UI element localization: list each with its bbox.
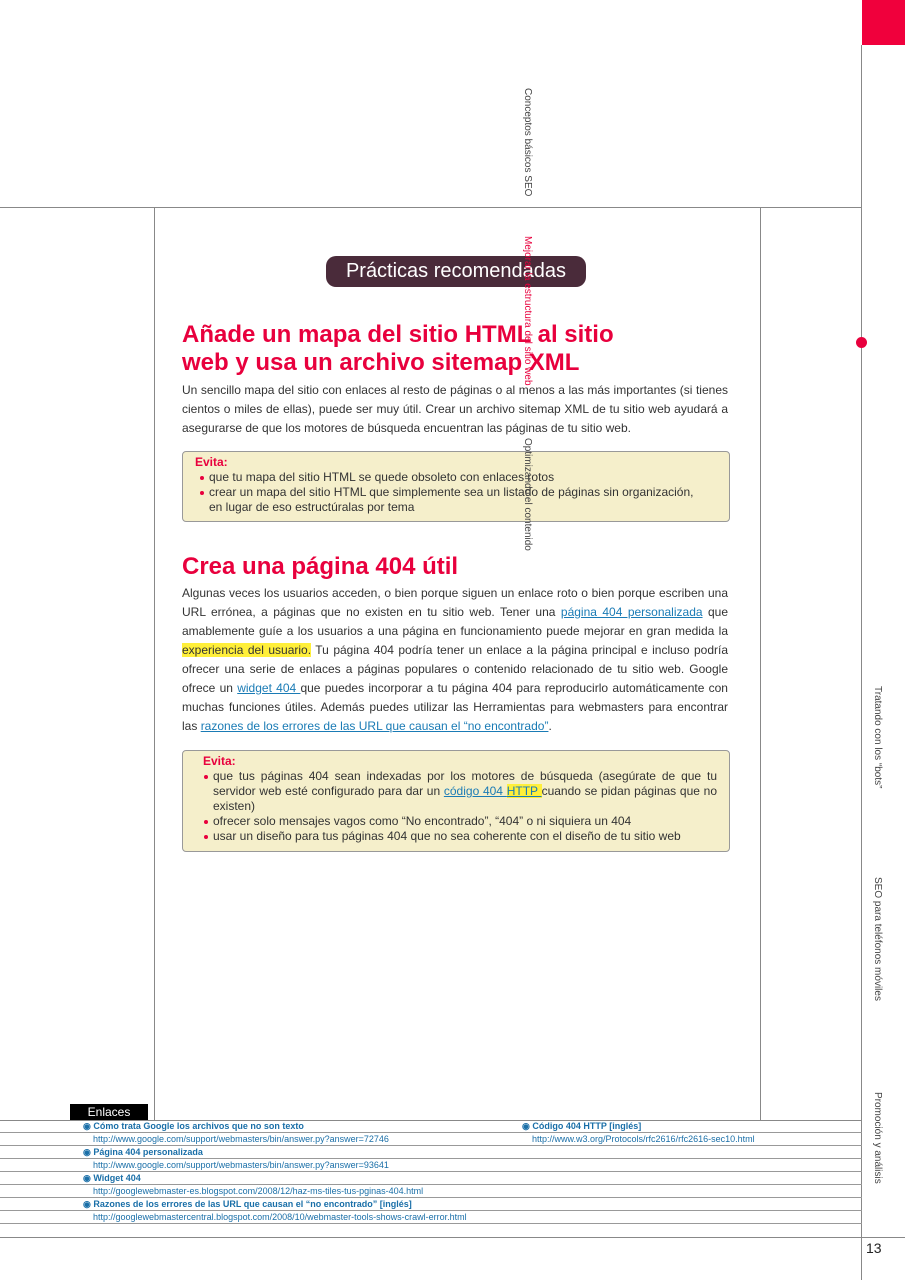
link-url[interactable]: http://www.google.com/support/webmasters/bin/answer.py?answer=72746 (93, 1134, 389, 1144)
avoid-title: Evita: (203, 754, 236, 768)
link-row (0, 1211, 862, 1224)
text: Tu página 404 podría tener un enlace a la página principal e incluso podría ofrecer una serie de enlaces a páginas populares o contenido relacionado de tu sitio web. Google ofrece un (182, 643, 728, 695)
link-title[interactable]: ◉ Widget 404 (83, 1173, 141, 1183)
link-title[interactable]: ◉ Código 404 HTTP [inglés] (522, 1121, 642, 1131)
section1-body: Un sencillo mapa del sitio con enlaces al resto de páginas o al menos a las más importantes (si tienes cientos o miles de ellas), puede ser muy útil. Crear un archivo sitemap XML de tu sitio web ayudará a asegurarse de que los motores de búsqueda encuentran las páginas de tu sitio web. (182, 383, 728, 435)
text: Código 404 HTTP [inglés] (532, 1121, 642, 1131)
link-row (0, 1185, 862, 1198)
link-title[interactable]: ◉ Razones de los errores de las URL que causan el “no encontrado” [inglés] (83, 1199, 412, 1209)
avoid-item: crear un mapa del sitio HTML que simplemente sea un listado de páginas sin organización, en lugar de eso estructúralas por tema (199, 485, 704, 515)
link-row (0, 1146, 862, 1159)
text: Razones de los errores de las URL que causan el “no encontrado” [inglés] (93, 1199, 412, 1209)
page-number: 13 (866, 1240, 882, 1256)
avoid-box-2 (182, 750, 730, 852)
side-tab-content[interactable]: Optimizando el contenido (522, 438, 533, 551)
section1-title (182, 321, 614, 377)
text: que tus páginas 404 sean indexadas por los motores de búsqueda (asegúrate de que tu servidor web esté configurado para dar un (213, 769, 717, 798)
corner-tab (862, 0, 905, 45)
avoid-item: ofrecer solo mensajes vagos como “No encontrado”, “404” o ni siquiera un 404 (203, 814, 717, 829)
custom-404-link[interactable]: página 404 personalizada (560, 605, 703, 619)
avoid-item: usar un diseño para tus páginas 404 que no sea coherente con el diseño de tu sitio web (203, 829, 717, 844)
text: . (548, 719, 552, 733)
avoid-item (203, 769, 717, 814)
banner: Prácticas recomendadas (326, 256, 586, 287)
link-url[interactable]: http://www.google.com/support/webmasters/bin/answer.py?answer=93641 (93, 1160, 389, 1170)
highlight: experiencia del usuario. (182, 643, 312, 657)
links-label: Enlaces (70, 1104, 148, 1121)
side-tab-bots[interactable]: Tratando con los “bots” (872, 686, 883, 789)
link-row (0, 1159, 862, 1172)
top-rule (0, 207, 862, 208)
section2-body (182, 584, 728, 736)
text: Página 404 personalizada (93, 1147, 203, 1157)
link-row (0, 1133, 862, 1146)
side-tab-promotion[interactable]: Promoción y análisis (872, 1092, 883, 1184)
section2-title: Crea una página 404 útil (182, 553, 459, 580)
link-url[interactable]: http://googlewebmaster-es.blogspot.com/2008/12/haz-ms-tiles-tus-pginas-404.html (93, 1186, 424, 1196)
text: Cómo trata Google los archivos que no son texto (93, 1121, 304, 1131)
section-marker-dot (856, 337, 867, 348)
url-errors-link[interactable]: razones de los errores de las URL que causan el “no encontrado” (200, 719, 549, 733)
right-margin-rule (760, 207, 761, 1120)
avoid-title: Evita: (195, 455, 228, 469)
widget-404-link[interactable]: widget 404 (237, 681, 301, 695)
side-tab-mobile[interactable]: SEO para teléfonos móviles (872, 877, 883, 1001)
link-url[interactable]: http://www.w3.org/Protocols/rfc2616/rfc2616-sec10.html (532, 1134, 755, 1144)
text: que puedes incorporar a tu página 404 para reproducirlo automáticamente con muchas funciones útiles. Además puedes utilizar las Herramientas para webmasters para encontrar las (182, 681, 728, 733)
avoid-box-1 (182, 451, 730, 522)
text: Widget 404 (93, 1173, 141, 1183)
link-title[interactable]: ◉ Cómo trata Google los archivos que no son texto (83, 1121, 304, 1131)
link-row (0, 1172, 862, 1185)
text: cuando se pidan páginas que no existen) (213, 784, 717, 813)
avoid-item: que tu mapa del sitio HTML se quede obsoleto con enlaces rotos (199, 470, 717, 485)
title-line: Añade un mapa del sitio HTML al sitio (182, 321, 614, 348)
right-rule (861, 45, 862, 1280)
left-margin-rule (154, 207, 155, 1120)
link-title[interactable]: ◉ Página 404 personalizada (83, 1147, 203, 1157)
side-tab-structure[interactable]: Mejorar la estructura del sitio web (522, 236, 533, 386)
link-row (0, 1198, 862, 1211)
footer-rule (0, 1237, 905, 1238)
text: que amablemente guíe a los usuarios a una página en funcionamiento puede mejorar en gran medida la (182, 605, 729, 638)
text: Algunas veces los usuarios acceden, o bien porque siguen un enlace roto o bien porque escriben una URL errónea, a páginas que no existen en tu sitio web. Tener una (182, 586, 728, 619)
http-404-link-highlight[interactable]: HTTP (506, 784, 542, 798)
link-row (0, 1120, 862, 1133)
side-tab-basics[interactable]: Conceptos básicos SEO (522, 88, 533, 197)
link-url[interactable]: http://googlewebmastercentral.blogspot.com/2008/10/webmaster-tools-shows-crawl-error.html (93, 1212, 467, 1222)
http-404-link[interactable]: código 404 (443, 784, 507, 798)
title-line: web y usa un archivo sitemap XML (182, 349, 580, 376)
